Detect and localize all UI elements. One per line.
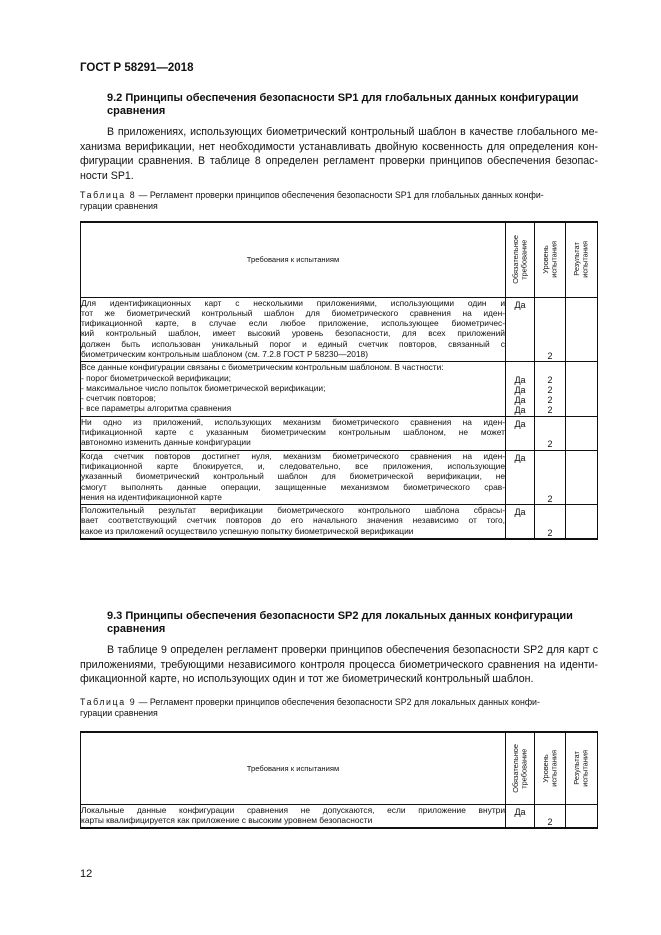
result-cell [566, 297, 598, 362]
column-header-level: Уровень испытания [535, 732, 566, 804]
mandatory-cell: Да [506, 416, 535, 450]
result-cell [566, 416, 598, 450]
column-header-requirements: Требования к испытаниям [81, 732, 506, 804]
mandatory-cell: Да Да Да Да [506, 362, 535, 416]
table-row [81, 362, 598, 416]
result-cell [566, 505, 598, 539]
column-header-result: Результат испытания [566, 222, 598, 297]
table-row [81, 505, 598, 539]
column-header-mandatory: Обязательное требование [506, 222, 535, 297]
column-header-result: Результат испытания [566, 732, 598, 804]
requirement-cell: Локальные данные конфигурации сравнения не допускаются, если приложение внутри карты квалифицируется как приложение с высоким уровнем безопасности [81, 804, 506, 828]
table-row [81, 416, 598, 450]
column-header-requirements: Требования к испытаниям [81, 222, 506, 297]
level-cell: 2 [535, 450, 566, 504]
requirement-cell: Когда счетчик повторов достигнет нуля, механизм биометрического сравнения на иден- тификационной карте блокируется, и, следовательно, все приложения, использующие указанный биометрический контрольный шаблон для биометрической верификации, не смогут выполнять данные операции, защищенные механизмом биометрического срав- нения на идентификационной карте [81, 450, 506, 504]
document-header: ГОСТ Р 58291—2018 [80, 62, 194, 74]
section-9-2-paragraph: В приложениях, использующих биометрический контрольный шаблон в качестве глобального ме- ханизма верификации, нет необходимости устанавливать двойную косвенность для определения кон- фигурации сравнения. В таблице 8 определен регламент проверки принципов обеспечения безопас- ности SP1. [80, 126, 598, 182]
table-row [81, 297, 598, 362]
requirement-cell: Положительный результат верификации биометрического контрольного шаблона сбрасы- вает соответствующий счетчик повторов до его начального значения независимо от того, какое из приложений осуществило успешную попытку биометрической верификации [81, 505, 506, 539]
level-cell: 2 [535, 804, 566, 828]
column-header-mandatory: Обязательное требование [506, 732, 535, 804]
table-9-header-row [81, 732, 598, 804]
level-cell: 2 [535, 297, 566, 362]
section-9-3-title: 9.3 Принципы обеспечения безопасности SP2 для локальных данных конфигурации сравнения [107, 610, 573, 635]
table-8-header-row [81, 222, 598, 297]
table-9-caption: Таблица 9 — Регламент проверки принципов обеспечения безопасности SP2 для локальных данных конфи- гурации сравнения [80, 697, 540, 718]
result-cell [566, 362, 598, 416]
table-8-caption: Таблица 8 — Регламент проверки принципов обеспечения безопасности SP1 для глобальных данных конфи- гурации сравнения [80, 190, 544, 211]
mandatory-cell: Да [506, 297, 535, 362]
table-row [81, 804, 598, 828]
result-cell [566, 450, 598, 504]
requirement-cell: Для идентификационных карт с несколькими приложениями, использующими один и тот же биометрический контрольный шаблон для биометрического сравнения на иден- тификационной карте, в случае если любое приложение, использующее биометричес- кий контрольный шаблон, имеет высокий уровень безопасности, для всех приложений должен быть использован уникальный порог и единый счетчик повторов, связанный с биометрическим контрольным шаблоном (см. 7.2.8 ГОСТ Р 58230—2018) [81, 297, 506, 362]
level-cell: 2 [535, 505, 566, 539]
mandatory-cell: Да [506, 450, 535, 504]
requirement-cell: Все данные конфигурации связаны с биометрическим контрольным шаблоном. В частности: - порог биометрической верификации; - максимальное число попыток биометрической верификации; - счетчик повторов; - все параметры алгоритма сравнения [81, 362, 506, 416]
mandatory-cell: Да [506, 505, 535, 539]
section-9-2-title: 9.2 Принципы обеспечения безопасности SP1 для глобальных данных конфигурации сравнения [107, 92, 579, 117]
section-9-3-paragraph: В таблице 9 определен регламент проверки принципов обеспечения безопасности SP2 для карт с приложениями, требующими независимого контроля процесса биометрического сравнения на иденти- фикационной карте, но использующих один и тот же биометрический контрольный шаблон. [80, 644, 598, 685]
column-header-level: Уровень испытания [535, 222, 566, 297]
level-cell: 2 [535, 416, 566, 450]
result-cell [566, 804, 598, 828]
table-8 [80, 221, 598, 540]
page-number: 12 [80, 868, 93, 880]
table-9 [80, 731, 598, 829]
mandatory-cell: Да [506, 804, 535, 828]
requirement-cell: Ни одно из приложений, использующих механизм биометрического сравнения на иден- тификационной карте с указанным биометрическим контрольным шаблоном, не может автономно изменить данные конфигурации [81, 416, 506, 450]
level-cell: 2 2 2 2 [535, 362, 566, 416]
table-row [81, 450, 598, 504]
